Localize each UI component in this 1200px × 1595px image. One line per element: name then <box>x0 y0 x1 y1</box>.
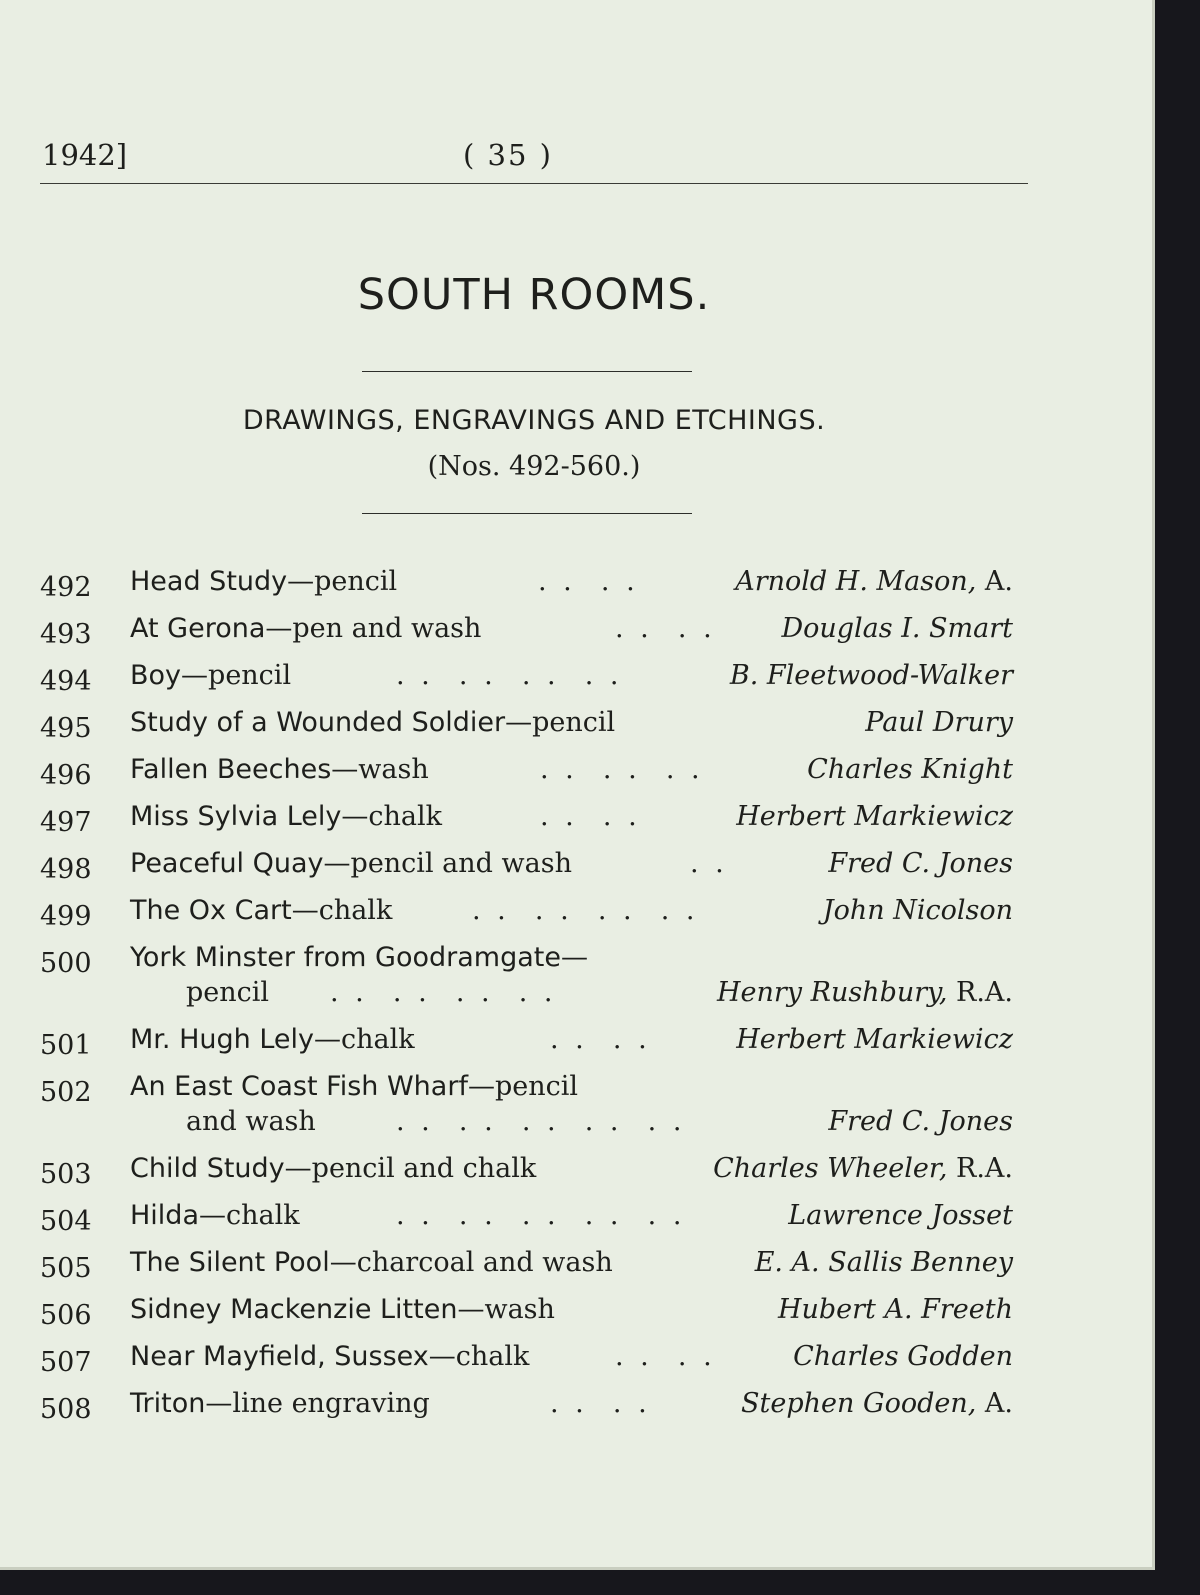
entry-title-line <box>130 1153 536 1184</box>
artist-name: Fred C. Jones <box>828 1106 1013 1137</box>
entry-number: 505 <box>40 1253 92 1284</box>
entry-medium: — <box>560 942 588 973</box>
entry-title-line <box>130 754 429 785</box>
dot-leader: . . . . <box>615 613 716 644</box>
catalogue-entry <box>0 1065 1155 1147</box>
dot-leader: . . . . <box>550 1024 651 1055</box>
entry-medium: —pencil <box>287 566 398 597</box>
artist-name: Herbert Markiewicz <box>736 1024 1013 1055</box>
entry-number: 503 <box>40 1159 92 1190</box>
entry-number: 497 <box>40 807 92 838</box>
entry-number: 499 <box>40 901 92 932</box>
entry-medium: —wash <box>331 754 429 785</box>
artist-name: Arnold H. Mason, <box>735 566 977 597</box>
entry-medium: —chalk <box>341 801 443 832</box>
entry-title-line <box>130 1071 578 1102</box>
entry-number: 493 <box>40 619 92 650</box>
entry-artist <box>713 1153 1013 1184</box>
entry-title-line <box>130 942 588 973</box>
entry-title-line <box>130 848 572 879</box>
entry-title: The Silent Pool <box>130 1247 330 1278</box>
entry-title-line <box>130 1200 300 1231</box>
entry-title: Miss Sylvia Lely <box>130 801 342 832</box>
entry-title: Mr. Hugh Lely <box>130 1024 314 1055</box>
entry-title: Sidney Mackenzie Litten <box>130 1294 458 1325</box>
artist-name: Charles Knight <box>807 754 1013 785</box>
catalogue-entry <box>0 889 1155 936</box>
header-rule <box>40 183 1028 184</box>
entry-title: Near Mayfield, Sussex <box>130 1341 429 1372</box>
artist-name: Hubert A. Freeth <box>777 1294 1013 1325</box>
running-head-year: 1942] <box>42 138 128 172</box>
entry-continuation: pencil <box>186 977 270 1008</box>
entry-title: Triton <box>130 1388 206 1419</box>
catalogue-entry <box>0 1288 1155 1335</box>
dot-leader: . . . . <box>550 1388 651 1419</box>
entry-number: 507 <box>40 1347 92 1378</box>
entry-title-line <box>130 707 615 738</box>
entry-medium: —charcoal and wash <box>329 1247 613 1278</box>
artist-name: Fred C. Jones <box>828 848 1013 879</box>
dot-leader: . . . . <box>540 801 641 832</box>
catalogue-entry <box>0 1194 1155 1241</box>
entry-title: Peaceful Quay <box>130 848 324 879</box>
entry-title-line <box>130 895 392 926</box>
entry-title-line <box>130 1024 415 1055</box>
entry-medium: —pen and wash <box>265 613 482 644</box>
artist-name: Herbert Markiewicz <box>736 801 1013 832</box>
catalogue-entry <box>0 842 1155 889</box>
entry-title-line <box>130 1247 613 1278</box>
artist-name: Charles Godden <box>793 1341 1013 1372</box>
entry-number: 494 <box>40 666 92 697</box>
artist-name: Stephen Gooden, <box>741 1388 977 1419</box>
entry-medium: —pencil and wash <box>323 848 572 879</box>
catalogue-entry <box>0 1018 1155 1065</box>
entry-title-line <box>130 1388 430 1419</box>
entry-medium: —line engraving <box>205 1388 430 1419</box>
entry-number: 504 <box>40 1206 92 1237</box>
entry-number: 495 <box>40 713 92 744</box>
entry-medium: —pencil <box>181 660 292 691</box>
entry-medium: —pencil and chalk <box>284 1153 537 1184</box>
entry-title: Hilda <box>130 1200 199 1231</box>
artist-rank: R.A. <box>956 1153 1013 1184</box>
dot-leader: . . . . . . . . <box>472 895 699 926</box>
entry-medium: —chalk <box>428 1341 530 1372</box>
catalogue-entry <box>0 795 1155 842</box>
entry-title-line <box>130 1341 529 1372</box>
catalogue-entry <box>0 936 1155 1018</box>
entry-title: Head Study <box>130 566 288 597</box>
entry-title: The Ox Cart <box>130 895 292 926</box>
entry-title: Study of a Wounded Soldier <box>130 707 506 738</box>
dot-leader: . . . . . . . . <box>330 977 557 1008</box>
artist-name: Douglas I. Smart <box>781 613 1013 644</box>
artist-rank: R.A. <box>956 977 1013 1008</box>
artist-rank: A. <box>984 566 1013 597</box>
dot-leader: . . . . <box>615 1341 716 1372</box>
entry-artist <box>741 1388 1013 1419</box>
title-rule-top <box>362 371 692 372</box>
artist-name: Charles Wheeler, <box>713 1153 948 1184</box>
entry-number: 500 <box>40 948 92 979</box>
catalogue-entry <box>0 1241 1155 1288</box>
catalogue-entry <box>0 560 1155 607</box>
entry-title: At Gerona <box>130 613 266 644</box>
entry-title: Boy <box>130 660 182 691</box>
entry-number: 501 <box>40 1030 92 1061</box>
artist-name: Paul Drury <box>865 707 1013 738</box>
subsection-title: DRAWINGS, ENGRAVINGS AND ETCHINGS. <box>242 405 826 436</box>
artist-rank: A. <box>984 1388 1013 1419</box>
artist-name: E. A. Sallis Benney <box>754 1247 1013 1278</box>
dot-leader: . . . . . . <box>540 754 704 785</box>
entry-continuation: and wash <box>186 1106 316 1137</box>
entry-artist <box>717 977 1013 1008</box>
catalogue-entry <box>0 701 1155 748</box>
entry-title: Fallen Beeches <box>130 754 332 785</box>
entry-title: An East Coast Fish Wharf <box>130 1071 468 1102</box>
catalogue-entry <box>0 748 1155 795</box>
catalogue-entry <box>0 1335 1155 1382</box>
catalogue-entry-list <box>0 560 1155 1429</box>
number-range: (Nos. 492-560.) <box>427 451 641 482</box>
title-rule-bottom <box>362 513 692 514</box>
entry-number: 496 <box>40 760 92 791</box>
entry-title-line <box>130 660 291 691</box>
section-title: SOUTH ROOMS. <box>357 270 711 320</box>
dot-leader: . . . . . . . . <box>396 660 623 691</box>
artist-name: Henry Rushbury, <box>716 977 948 1008</box>
entry-title: York Minster from Goodramgate <box>130 942 561 973</box>
entry-medium: —chalk <box>314 1024 415 1055</box>
artist-name: B. Fleetwood-Walker <box>729 660 1013 691</box>
catalogue-entry <box>0 1147 1155 1194</box>
entry-number: 508 <box>40 1394 92 1425</box>
entry-title-line <box>130 613 481 644</box>
entry-title: Child Study <box>130 1153 285 1184</box>
entry-medium: —chalk <box>199 1200 300 1231</box>
dot-leader: . . . . . . . . . . <box>396 1106 686 1137</box>
entry-number: 502 <box>40 1077 92 1108</box>
catalogue-entry <box>0 607 1155 654</box>
page-number: ( 35 ) <box>463 138 553 172</box>
entry-number: 498 <box>40 854 92 885</box>
artist-name: Lawrence Josset <box>788 1200 1013 1231</box>
entry-title-line <box>130 566 397 597</box>
dot-leader: . . . . <box>538 566 639 597</box>
entry-number: 506 <box>40 1300 92 1331</box>
entry-medium: —chalk <box>291 895 393 926</box>
entry-number: 492 <box>40 572 92 603</box>
catalogue-entry <box>0 1382 1155 1429</box>
entry-medium: —wash <box>457 1294 555 1325</box>
entry-medium: —pencil <box>505 707 616 738</box>
entry-title-line <box>130 1294 555 1325</box>
entry-medium: —pencil <box>467 1071 578 1102</box>
entry-title-line <box>130 801 442 832</box>
dot-leader: . . <box>690 848 728 879</box>
catalogue-entry <box>0 654 1155 701</box>
entry-artist <box>735 566 1013 597</box>
artist-name: John Nicolson <box>822 895 1013 926</box>
dot-leader: . . . . . . . . . . <box>396 1200 686 1231</box>
